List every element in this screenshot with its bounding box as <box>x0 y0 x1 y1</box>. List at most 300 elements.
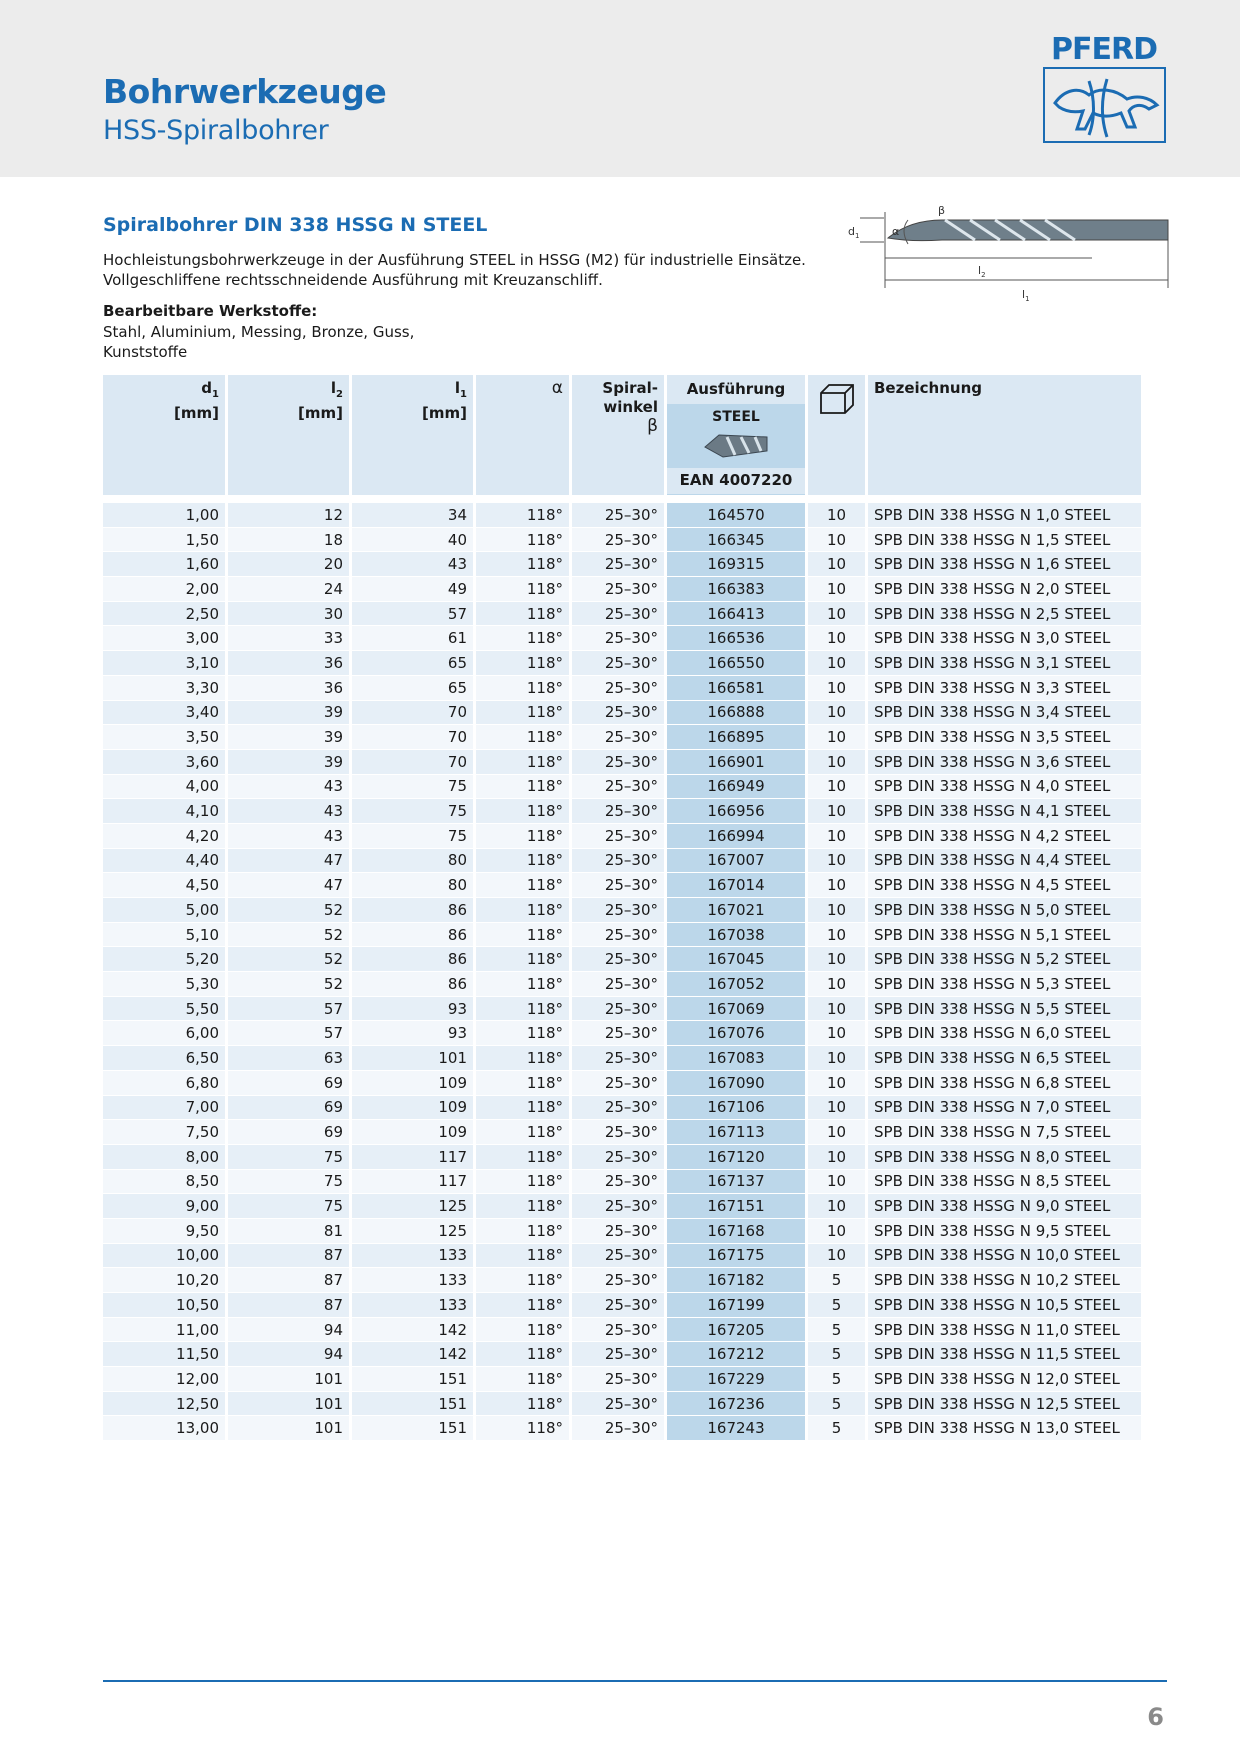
table-row <box>103 700 1141 725</box>
cell-l1: 133 <box>352 1292 473 1317</box>
cell-beta: 25–30° <box>572 1292 664 1317</box>
cell-l1: 125 <box>352 1193 473 1218</box>
cell-ean: 167045 <box>667 946 805 971</box>
cell-ean: 169315 <box>667 551 805 576</box>
ean-prefix-label: EAN 4007220 <box>667 468 805 494</box>
steel-variant <box>667 404 805 468</box>
cell-l2: 63 <box>228 1045 349 1070</box>
cell-bez: SPB DIN 338 HSSG N 11,5 STEEL <box>868 1341 1141 1366</box>
cell-beta: 25–30° <box>572 848 664 873</box>
package-icon <box>817 379 857 419</box>
diagram-beta-label: β <box>938 204 946 217</box>
cell-d1: 4,40 <box>103 848 225 873</box>
steel-label: STEEL <box>712 409 760 425</box>
cell-beta: 25–30° <box>572 1218 664 1243</box>
diagram-alpha-label: α <box>892 225 900 238</box>
cell-l1: 109 <box>352 1119 473 1144</box>
cell-l1: 49 <box>352 576 473 601</box>
cell-l1: 70 <box>352 749 473 774</box>
cell-l2: 69 <box>228 1070 349 1095</box>
cell-bez: SPB DIN 338 HSSG N 5,1 STEEL <box>868 922 1141 947</box>
cell-beta: 25–30° <box>572 774 664 799</box>
table-row <box>103 1391 1141 1416</box>
cell-vpe: 10 <box>808 749 865 774</box>
cell-vpe: 5 <box>808 1341 865 1366</box>
page-number: 6 <box>1147 1703 1164 1731</box>
cell-ean: 167205 <box>667 1317 805 1342</box>
cell-l1: 101 <box>352 1045 473 1070</box>
cell-d1: 9,00 <box>103 1193 225 1218</box>
description-line-2: Vollgeschliffene rechtsschneidende Ausführung mit Kreuzanschliff. <box>103 271 603 289</box>
diagram-d1-label: $d_1$ <box>848 225 860 240</box>
cell-l2: 52 <box>228 922 349 947</box>
cell-l1: 65 <box>352 650 473 675</box>
materials-heading: Bearbeitbare Werkstoffe: <box>103 302 318 320</box>
cell-alpha: 118° <box>476 576 569 601</box>
cell-ean: 167243 <box>667 1415 805 1440</box>
cell-ean: 167014 <box>667 872 805 897</box>
table-row <box>103 1366 1141 1391</box>
cell-d1: 4,50 <box>103 872 225 897</box>
cell-ean: 167236 <box>667 1391 805 1416</box>
col-bezeichnung-header: Bezeichnung <box>868 375 1141 495</box>
cell-ean: 167212 <box>667 1341 805 1366</box>
table-row <box>103 650 1141 675</box>
cell-ean: 167168 <box>667 1218 805 1243</box>
cell-vpe: 10 <box>808 551 865 576</box>
product-table <box>100 375 1144 1440</box>
cell-ean: 167106 <box>667 1095 805 1120</box>
cell-alpha: 118° <box>476 848 569 873</box>
cell-l2: 12 <box>228 502 349 527</box>
cell-bez: SPB DIN 338 HSSG N 1,0 STEEL <box>868 502 1141 527</box>
table-row <box>103 774 1141 799</box>
cell-ean: 167076 <box>667 1020 805 1045</box>
cell-vpe: 10 <box>808 774 865 799</box>
cell-vpe: 10 <box>808 527 865 552</box>
cell-alpha: 118° <box>476 650 569 675</box>
cell-d1: 3,40 <box>103 700 225 725</box>
cell-l1: 75 <box>352 823 473 848</box>
cell-vpe: 10 <box>808 897 865 922</box>
cell-beta: 25–30° <box>572 872 664 897</box>
cell-l2: 75 <box>228 1193 349 1218</box>
cell-l2: 43 <box>228 774 349 799</box>
cell-l1: 70 <box>352 724 473 749</box>
cell-l1: 75 <box>352 798 473 823</box>
cell-d1: 5,30 <box>103 971 225 996</box>
cell-bez: SPB DIN 338 HSSG N 6,8 STEEL <box>868 1070 1141 1095</box>
cell-l2: 52 <box>228 971 349 996</box>
col-d1-header: $d_1$ [mm] <box>103 375 225 495</box>
cell-bez: SPB DIN 338 HSSG N 10,2 STEEL <box>868 1267 1141 1292</box>
cell-beta: 25–30° <box>572 576 664 601</box>
cell-beta: 25–30° <box>572 946 664 971</box>
cell-l1: 151 <box>352 1366 473 1391</box>
cell-d1: 11,00 <box>103 1317 225 1342</box>
table-row <box>103 1243 1141 1268</box>
cell-l2: 43 <box>228 823 349 848</box>
cell-bez: SPB DIN 338 HSSG N 5,0 STEEL <box>868 897 1141 922</box>
cell-l2: 47 <box>228 872 349 897</box>
cell-bez: SPB DIN 338 HSSG N 10,0 STEEL <box>868 1243 1141 1268</box>
cell-l2: 87 <box>228 1292 349 1317</box>
cell-l2: 87 <box>228 1243 349 1268</box>
cell-vpe: 10 <box>808 946 865 971</box>
cell-l1: 142 <box>352 1317 473 1342</box>
cell-vpe: 10 <box>808 724 865 749</box>
cell-beta: 25–30° <box>572 724 664 749</box>
cell-d1: 10,20 <box>103 1267 225 1292</box>
cell-alpha: 118° <box>476 946 569 971</box>
cell-bez: SPB DIN 338 HSSG N 3,5 STEEL <box>868 724 1141 749</box>
cell-bez: SPB DIN 338 HSSG N 4,1 STEEL <box>868 798 1141 823</box>
page-title: Bohrwerkzeuge <box>103 72 387 111</box>
table-header-row <box>103 375 1141 495</box>
cell-alpha: 118° <box>476 774 569 799</box>
cell-beta: 25–30° <box>572 1341 664 1366</box>
cell-ean: 166383 <box>667 576 805 601</box>
diagram-l1-label: $l_1$ <box>1022 288 1030 303</box>
cell-vpe: 10 <box>808 1020 865 1045</box>
cell-alpha: 118° <box>476 1366 569 1391</box>
cell-beta: 25–30° <box>572 700 664 725</box>
cell-vpe: 10 <box>808 1070 865 1095</box>
table-row <box>103 601 1141 626</box>
page-subtitle: HSS-Spiralbohrer <box>103 115 329 146</box>
cell-l1: 125 <box>352 1218 473 1243</box>
cell-l2: 36 <box>228 650 349 675</box>
table-row <box>103 1292 1141 1317</box>
cell-beta: 25–30° <box>572 922 664 947</box>
cell-ean: 167151 <box>667 1193 805 1218</box>
cell-ean: 164570 <box>667 502 805 527</box>
cell-beta: 25–30° <box>572 1243 664 1268</box>
cell-beta: 25–30° <box>572 1366 664 1391</box>
table-row <box>103 1193 1141 1218</box>
cell-d1: 3,10 <box>103 650 225 675</box>
cell-vpe: 10 <box>808 1218 865 1243</box>
col-spiral-header: Spiral- winkel β <box>572 375 664 495</box>
cell-vpe: 10 <box>808 1045 865 1070</box>
cell-ean: 167038 <box>667 922 805 947</box>
cell-l1: 75 <box>352 774 473 799</box>
cell-d1: 6,80 <box>103 1070 225 1095</box>
cell-ean: 167120 <box>667 1144 805 1169</box>
cell-l1: 86 <box>352 897 473 922</box>
cell-l2: 57 <box>228 1020 349 1045</box>
table-row <box>103 1119 1141 1144</box>
cell-d1: 3,50 <box>103 724 225 749</box>
cell-vpe: 5 <box>808 1267 865 1292</box>
cell-vpe: 10 <box>808 1243 865 1268</box>
cell-l2: 52 <box>228 946 349 971</box>
cell-vpe: 10 <box>808 576 865 601</box>
cell-l1: 93 <box>352 1020 473 1045</box>
cell-bez: SPB DIN 338 HSSG N 5,2 STEEL <box>868 946 1141 971</box>
cell-beta: 25–30° <box>572 1317 664 1342</box>
col-l2-header: $l_2$ [mm] <box>228 375 349 495</box>
table-row <box>103 1045 1141 1070</box>
cell-d1: 7,50 <box>103 1119 225 1144</box>
cell-l1: 151 <box>352 1415 473 1440</box>
cell-l2: 24 <box>228 576 349 601</box>
pferd-logo <box>1040 34 1168 142</box>
cell-l2: 69 <box>228 1119 349 1144</box>
cell-vpe: 5 <box>808 1292 865 1317</box>
table-body <box>103 502 1141 1440</box>
cell-bez: SPB DIN 338 HSSG N 3,1 STEEL <box>868 650 1141 675</box>
table-row <box>103 675 1141 700</box>
cell-d1: 4,20 <box>103 823 225 848</box>
cell-ean: 166949 <box>667 774 805 799</box>
table-row <box>103 848 1141 873</box>
cell-l1: 93 <box>352 996 473 1021</box>
footer-divider <box>103 1680 1167 1682</box>
cell-alpha: 118° <box>476 527 569 552</box>
cell-l2: 94 <box>228 1341 349 1366</box>
cell-alpha: 118° <box>476 1391 569 1416</box>
cell-ean: 166901 <box>667 749 805 774</box>
table-row <box>103 576 1141 601</box>
col-vpe-header <box>808 375 865 495</box>
cell-alpha: 118° <box>476 823 569 848</box>
drill-dimension-diagram <box>830 190 1170 310</box>
cell-alpha: 118° <box>476 1070 569 1095</box>
cell-l2: 52 <box>228 897 349 922</box>
table-row <box>103 1144 1141 1169</box>
cell-l2: 94 <box>228 1317 349 1342</box>
cell-alpha: 118° <box>476 601 569 626</box>
cell-bez: SPB DIN 338 HSSG N 7,5 STEEL <box>868 1119 1141 1144</box>
cell-vpe: 10 <box>808 798 865 823</box>
cell-d1: 1,50 <box>103 527 225 552</box>
cell-vpe: 10 <box>808 872 865 897</box>
col-l1-header: $l_1$ [mm] <box>352 375 473 495</box>
table-row <box>103 1317 1141 1342</box>
cell-bez: SPB DIN 338 HSSG N 9,0 STEEL <box>868 1193 1141 1218</box>
table-row <box>103 823 1141 848</box>
cell-vpe: 5 <box>808 1317 865 1342</box>
cell-d1: 5,10 <box>103 922 225 947</box>
cell-bez: SPB DIN 338 HSSG N 4,4 STEEL <box>868 848 1141 873</box>
materials-list <box>103 322 463 362</box>
cell-vpe: 10 <box>808 700 865 725</box>
cell-bez: SPB DIN 338 HSSG N 3,4 STEEL <box>868 700 1141 725</box>
cell-ean: 167199 <box>667 1292 805 1317</box>
cell-beta: 25–30° <box>572 1045 664 1070</box>
cell-bez: SPB DIN 338 HSSG N 12,5 STEEL <box>868 1391 1141 1416</box>
cell-bez: SPB DIN 338 HSSG N 3,0 STEEL <box>868 625 1141 650</box>
cell-bez: SPB DIN 338 HSSG N 4,0 STEEL <box>868 774 1141 799</box>
cell-bez: SPB DIN 338 HSSG N 2,0 STEEL <box>868 576 1141 601</box>
cell-bez: SPB DIN 338 HSSG N 7,0 STEEL <box>868 1095 1141 1120</box>
cell-alpha: 118° <box>476 922 569 947</box>
cell-d1: 2,00 <box>103 576 225 601</box>
cell-vpe: 10 <box>808 1144 865 1169</box>
cell-alpha: 118° <box>476 1193 569 1218</box>
table-row <box>103 798 1141 823</box>
cell-d1: 8,00 <box>103 1144 225 1169</box>
cell-l1: 70 <box>352 700 473 725</box>
cell-l1: 109 <box>352 1070 473 1095</box>
cell-ean: 167069 <box>667 996 805 1021</box>
table-row <box>103 971 1141 996</box>
cell-l1: 117 <box>352 1169 473 1194</box>
table-row <box>103 1169 1141 1194</box>
cell-ean: 166895 <box>667 724 805 749</box>
cell-l2: 39 <box>228 749 349 774</box>
cell-beta: 25–30° <box>572 1267 664 1292</box>
cell-beta: 25–30° <box>572 1391 664 1416</box>
cell-beta: 25–30° <box>572 798 664 823</box>
cell-l2: 101 <box>228 1366 349 1391</box>
cell-d1: 1,60 <box>103 551 225 576</box>
cell-ean: 166536 <box>667 625 805 650</box>
cell-vpe: 10 <box>808 971 865 996</box>
cell-alpha: 118° <box>476 1243 569 1268</box>
cell-ean: 167021 <box>667 897 805 922</box>
cell-l1: 43 <box>352 551 473 576</box>
cell-bez: SPB DIN 338 HSSG N 11,0 STEEL <box>868 1317 1141 1342</box>
cell-l1: 61 <box>352 625 473 650</box>
cell-l1: 133 <box>352 1243 473 1268</box>
cell-bez: SPB DIN 338 HSSG N 5,3 STEEL <box>868 971 1141 996</box>
cell-beta: 25–30° <box>572 527 664 552</box>
cell-d1: 8,50 <box>103 1169 225 1194</box>
cell-beta: 25–30° <box>572 1020 664 1045</box>
logo-horse-icon <box>1043 67 1166 143</box>
cell-l2: 20 <box>228 551 349 576</box>
cell-ean: 167007 <box>667 848 805 873</box>
cell-vpe: 10 <box>808 823 865 848</box>
col-alpha-header: α <box>476 375 569 495</box>
table-row <box>103 625 1141 650</box>
cell-ean: 166345 <box>667 527 805 552</box>
cell-alpha: 118° <box>476 724 569 749</box>
cell-d1: 6,50 <box>103 1045 225 1070</box>
cell-alpha: 118° <box>476 749 569 774</box>
cell-ean: 167137 <box>667 1169 805 1194</box>
cell-d1: 12,00 <box>103 1366 225 1391</box>
drill-tip-icon <box>701 427 771 463</box>
table-row <box>103 1020 1141 1045</box>
cell-l1: 133 <box>352 1267 473 1292</box>
cell-ean: 167229 <box>667 1366 805 1391</box>
cell-l2: 39 <box>228 724 349 749</box>
cell-vpe: 5 <box>808 1391 865 1416</box>
section-title: Spiralbohrer DIN 338 HSSG N STEEL <box>103 214 488 236</box>
cell-d1: 4,00 <box>103 774 225 799</box>
cell-alpha: 118° <box>476 1415 569 1440</box>
cell-l2: 75 <box>228 1169 349 1194</box>
cell-l2: 101 <box>228 1391 349 1416</box>
cell-d1: 6,00 <box>103 1020 225 1045</box>
cell-vpe: 10 <box>808 675 865 700</box>
table-row <box>103 1415 1141 1440</box>
cell-alpha: 118° <box>476 971 569 996</box>
cell-alpha: 118° <box>476 996 569 1021</box>
cell-alpha: 118° <box>476 798 569 823</box>
table-row <box>103 527 1141 552</box>
cell-beta: 25–30° <box>572 1119 664 1144</box>
cell-l1: 80 <box>352 872 473 897</box>
cell-ean: 167175 <box>667 1243 805 1268</box>
table-row <box>103 551 1141 576</box>
logo-text: PFERD <box>1051 32 1157 67</box>
cell-l1: 109 <box>352 1095 473 1120</box>
cell-bez: SPB DIN 338 HSSG N 1,5 STEEL <box>868 527 1141 552</box>
cell-alpha: 118° <box>476 1169 569 1194</box>
materials-line-1: Stahl, Aluminium, Messing, Bronze, Guss, <box>103 323 415 341</box>
table-row <box>103 1070 1141 1095</box>
cell-bez: SPB DIN 338 HSSG N 4,5 STEEL <box>868 872 1141 897</box>
cell-d1: 4,10 <box>103 798 225 823</box>
cell-vpe: 5 <box>808 1415 865 1440</box>
cell-l1: 86 <box>352 971 473 996</box>
cell-alpha: 118° <box>476 625 569 650</box>
cell-alpha: 118° <box>476 1292 569 1317</box>
cell-ean: 166994 <box>667 823 805 848</box>
cell-d1: 12,50 <box>103 1391 225 1416</box>
cell-alpha: 118° <box>476 675 569 700</box>
cell-d1: 11,50 <box>103 1341 225 1366</box>
cell-l2: 33 <box>228 625 349 650</box>
diagram-l2-label: $l_2$ <box>978 264 986 279</box>
cell-bez: SPB DIN 338 HSSG N 9,5 STEEL <box>868 1218 1141 1243</box>
table-row <box>103 749 1141 774</box>
cell-l2: 36 <box>228 675 349 700</box>
cell-alpha: 118° <box>476 1095 569 1120</box>
cell-l2: 81 <box>228 1218 349 1243</box>
cell-ean: 167113 <box>667 1119 805 1144</box>
cell-l2: 30 <box>228 601 349 626</box>
cell-ean: 167182 <box>667 1267 805 1292</box>
cell-bez: SPB DIN 338 HSSG N 6,0 STEEL <box>868 1020 1141 1045</box>
cell-beta: 25–30° <box>572 1169 664 1194</box>
cell-ean: 166413 <box>667 601 805 626</box>
cell-beta: 25–30° <box>572 1193 664 1218</box>
cell-d1: 5,50 <box>103 996 225 1021</box>
cell-bez: SPB DIN 338 HSSG N 4,2 STEEL <box>868 823 1141 848</box>
cell-alpha: 118° <box>476 897 569 922</box>
cell-vpe: 10 <box>808 1095 865 1120</box>
cell-alpha: 118° <box>476 1045 569 1070</box>
table-row <box>103 724 1141 749</box>
cell-ean: 167052 <box>667 971 805 996</box>
cell-bez: SPB DIN 338 HSSG N 8,0 STEEL <box>868 1144 1141 1169</box>
cell-d1: 13,00 <box>103 1415 225 1440</box>
cell-alpha: 118° <box>476 502 569 527</box>
cell-bez: SPB DIN 338 HSSG N 13,0 STEEL <box>868 1415 1141 1440</box>
table-row <box>103 502 1141 527</box>
table-row <box>103 922 1141 947</box>
cell-l2: 47 <box>228 848 349 873</box>
cell-beta: 25–30° <box>572 1095 664 1120</box>
cell-bez: SPB DIN 338 HSSG N 3,6 STEEL <box>868 749 1141 774</box>
section-description <box>103 250 823 290</box>
cell-vpe: 5 <box>808 1366 865 1391</box>
description-line-1: Hochleistungsbohrwerkzeuge in der Ausführung STEEL in HSSG (M2) für industrielle Einsätze. <box>103 251 806 269</box>
cell-ean: 166888 <box>667 700 805 725</box>
cell-alpha: 118° <box>476 1144 569 1169</box>
cell-bez: SPB DIN 338 HSSG N 10,5 STEEL <box>868 1292 1141 1317</box>
cell-d1: 10,00 <box>103 1243 225 1268</box>
cell-d1: 2,50 <box>103 601 225 626</box>
cell-l2: 69 <box>228 1095 349 1120</box>
ausfuehrung-label: Ausführung <box>667 375 805 404</box>
cell-ean: 166550 <box>667 650 805 675</box>
